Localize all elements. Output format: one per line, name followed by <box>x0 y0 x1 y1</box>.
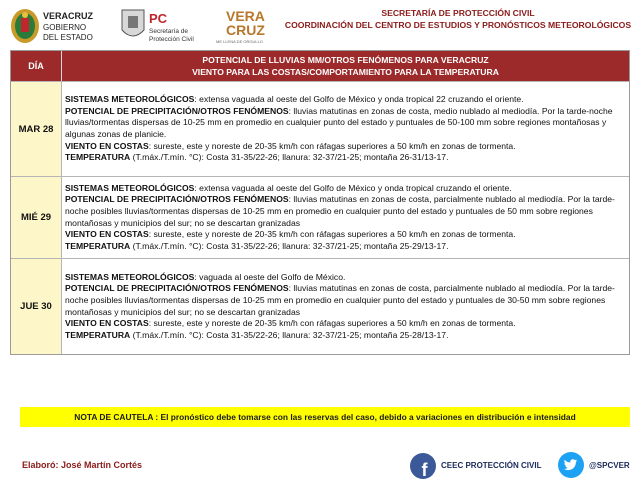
table-row <box>11 176 629 258</box>
facebook-label[interactable]: CEEC PROTECCIÓN CIVIL <box>441 461 542 470</box>
text-sistemas: : vaguada al oeste del Golfo de México. <box>194 271 346 282</box>
logo-gov-line3: DEL ESTADO <box>43 33 93 42</box>
text-potencial: : lluvias matutinas en zonas de costa, parcialmente nublado al mediodía. Por la tarde-noche posibles lluvias/tormentas dispersas de 10-25 mm en promedio en cualquier punto del estado y puntuales de 50 mm sobre regiones montañosas y municipios del sur; no se descartan granizadas <box>65 194 615 228</box>
text-temperatura: (T.máx./T.mín. °C): Costa 31-35/22-26; llanura: 32-37/21-25; montaña 25-28/13-17. <box>130 329 449 340</box>
logo-gov-line1: VERACRUZ <box>43 11 94 21</box>
label-temperatura: TEMPERATURA <box>65 329 131 340</box>
label-sistemas: SISTEMAS METEOROLÓGICOS <box>65 94 195 105</box>
table-row <box>11 258 629 354</box>
label-sistemas: SISTEMAS METEOROLÓGICOS <box>65 271 195 282</box>
text-viento: : sureste, este y noreste de 20-35 km/h con ráfagas superiores a 50 km/h en zonas de tormenta. <box>148 229 516 240</box>
logo-vera-tag: ME LLENA DE ORGULLO <box>216 39 263 44</box>
label-potencial: POTENCIAL DE PRECIPITACIÓN/OTROS FENÓMENOS <box>65 194 289 205</box>
coat-of-arms-icon <box>8 6 112 46</box>
vera-cruz-logo-icon <box>214 6 276 46</box>
twitter-icon[interactable] <box>558 452 584 478</box>
vera-cruz-brand-logo <box>214 6 276 46</box>
header-title-line2: COORDINACIÓN DEL CENTRO DE ESTUDIOS Y PRONÓSTICOS METEOROLÓGICOS <box>284 20 632 30</box>
header <box>0 0 640 50</box>
label-sistemas: SISTEMAS METEOROLÓGICOS <box>65 182 195 193</box>
text-potencial: : lluvias matutinas en zonas de costa, parcialmente nublado al mediodía. Por la tarde-noche posibles lluvias/tormentas dispersas de 10-25 mm en promedio en cualquier punto del estado y puntuales de 30-50 mm sobre regiones montañosas y municipios del sur; no se descartan granizadas <box>65 283 615 317</box>
pc-shield-icon <box>118 6 208 46</box>
text-temperatura: (T.máx./T.mín. °C): Costa 31-35/22-26; llanura: 32-37/21-25; montaña 25-29/13-17. <box>130 240 449 251</box>
caution-note: NOTA DE CAUTELA : El pronóstico debe tomarse con las reservas del caso, debido a variaciones en distribución e intensidad <box>20 407 630 427</box>
column-header-forecast <box>62 51 629 81</box>
label-temperatura: TEMPERATURA <box>65 240 131 251</box>
twitter-bird-icon <box>558 452 584 478</box>
label-viento: VIENTO EN COSTAS <box>65 140 149 151</box>
day-cell: MIÉ 29 <box>11 177 62 258</box>
text-viento: : sureste, este y noreste de 20-35 km/h con ráfagas superiores a 50 km/h en zonas de tormenta. <box>148 318 516 329</box>
text-temperatura: (T.máx./T.mín. °C): Costa 31-35/22-26; llanura: 32-37/21-25; montaña 26-31/13-17. <box>130 152 449 163</box>
twitter-label[interactable]: @SPCVER <box>589 461 630 470</box>
header-title-line1: SECRETARÍA DE PROTECCIÓN CIVIL <box>381 8 535 18</box>
text-viento: : sureste, este y noreste de 20-35 km/h con ráfagas superiores a 50 km/h en zonas de tormenta. <box>148 140 516 151</box>
table-row <box>11 81 629 176</box>
label-viento: VIENTO EN COSTAS <box>65 229 149 240</box>
day-cell: MAR 28 <box>11 82 62 176</box>
label-viento: VIENTO EN COSTAS <box>65 318 149 329</box>
forecast-table <box>10 50 630 355</box>
forecast-cell <box>62 177 629 258</box>
author-credit: Elaboró: José Martín Cortés <box>22 460 143 470</box>
table-header <box>11 51 629 81</box>
logo-pc-line2: Protección Civil <box>149 36 194 43</box>
logo-pc-mark: PC <box>149 11 168 26</box>
header-titles <box>280 7 636 31</box>
column-header-line2: VIENTO PARA LAS COSTAS/COMPORTAMIENTO PARA LA TEMPERATURA <box>192 67 499 77</box>
forecast-cell <box>62 82 629 176</box>
facebook-icon[interactable]: f <box>410 453 436 479</box>
logo-vera-line2: CRUZ <box>226 22 265 38</box>
forecast-cell <box>62 259 629 354</box>
column-header-day: DÍA <box>11 51 62 81</box>
label-potencial: POTENCIAL DE PRECIPITACIÓN/OTROS FENÓMENOS <box>65 105 289 116</box>
day-cell: JUE 30 <box>11 259 62 354</box>
text-potencial: : lluvias matutinas en zonas de costa, medio nublado al mediodía. Por la tarde-noche lluvias/tormentas dispersas de 10-25 mm en promedio en cualquier punto del estado y puntuales de 50-100 mm sobre regiones montañosas y algunas zonas de planicie. <box>65 105 613 139</box>
veracruz-government-logo <box>8 6 112 46</box>
label-temperatura: TEMPERATURA <box>65 152 131 163</box>
text-sistemas: : extensa vaguada al oeste del Golfo de México y onda tropical cruzando el oriente. <box>194 182 512 193</box>
text-sistemas: : extensa vaguada al oeste del Golfo de México y onda tropical 22 cruzando el oriente. <box>194 94 524 105</box>
logo-pc-line1: Secretaría de <box>149 28 189 35</box>
proteccion-civil-logo <box>118 6 208 46</box>
column-header-line1: POTENCIAL DE LLUVIAS MM/OTROS FENÓMENOS PARA VERACRUZ <box>202 55 489 65</box>
label-potencial: POTENCIAL DE PRECIPITACIÓN/OTROS FENÓMENOS <box>65 283 289 294</box>
logo-vera-line1: VERA <box>226 8 265 24</box>
logo-gov-line2: GOBIERNO <box>43 23 87 32</box>
